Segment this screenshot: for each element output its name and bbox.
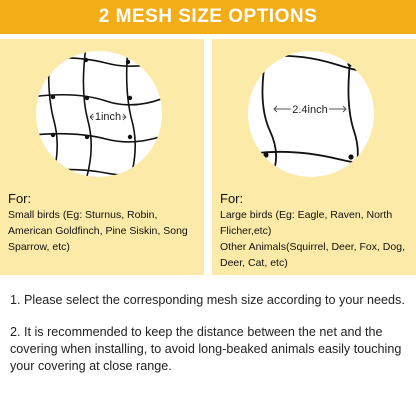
large-birds-description	[220, 207, 414, 271]
for-label-large: For:	[220, 191, 244, 206]
other-animals-text: Other Animals(Squirrel, Deer, Fox, Dog, Deer, Cat, etc)	[220, 241, 405, 269]
small-mesh-size-label: 1inch	[94, 111, 122, 123]
option-panel-small-mesh	[0, 39, 204, 275]
mesh-closeup-large	[248, 51, 374, 177]
small-birds-text: Small birds (Eg: Sturnus, Robin, American Goldfinch, Pine Siskin, Song Sparrow, etc)	[8, 209, 188, 253]
usage-notes	[10, 292, 410, 390]
mesh-closeup-small	[36, 51, 162, 177]
banner-title: 2 MESH SIZE OPTIONS	[98, 6, 318, 27]
for-label-small: For:	[8, 191, 32, 206]
small-mesh-net-icon	[36, 51, 162, 177]
title-banner	[0, 0, 416, 34]
note-1: 1. Please select the corresponding mesh size according to your needs.	[10, 293, 405, 307]
large-birds-text: Large birds (Eg: Eagle, Raven, North Flicher,etc)	[220, 209, 393, 237]
note-2: 2. It is recommended to keep the distance between the net and the covering when installing, to avoid long-beaked animals easily touching your covering at close range.	[10, 325, 402, 373]
large-mesh-size-label: 2.4inch	[292, 104, 328, 116]
option-panel-large-mesh	[212, 39, 416, 275]
small-birds-description	[8, 207, 202, 255]
large-mesh-net-icon	[248, 51, 374, 177]
